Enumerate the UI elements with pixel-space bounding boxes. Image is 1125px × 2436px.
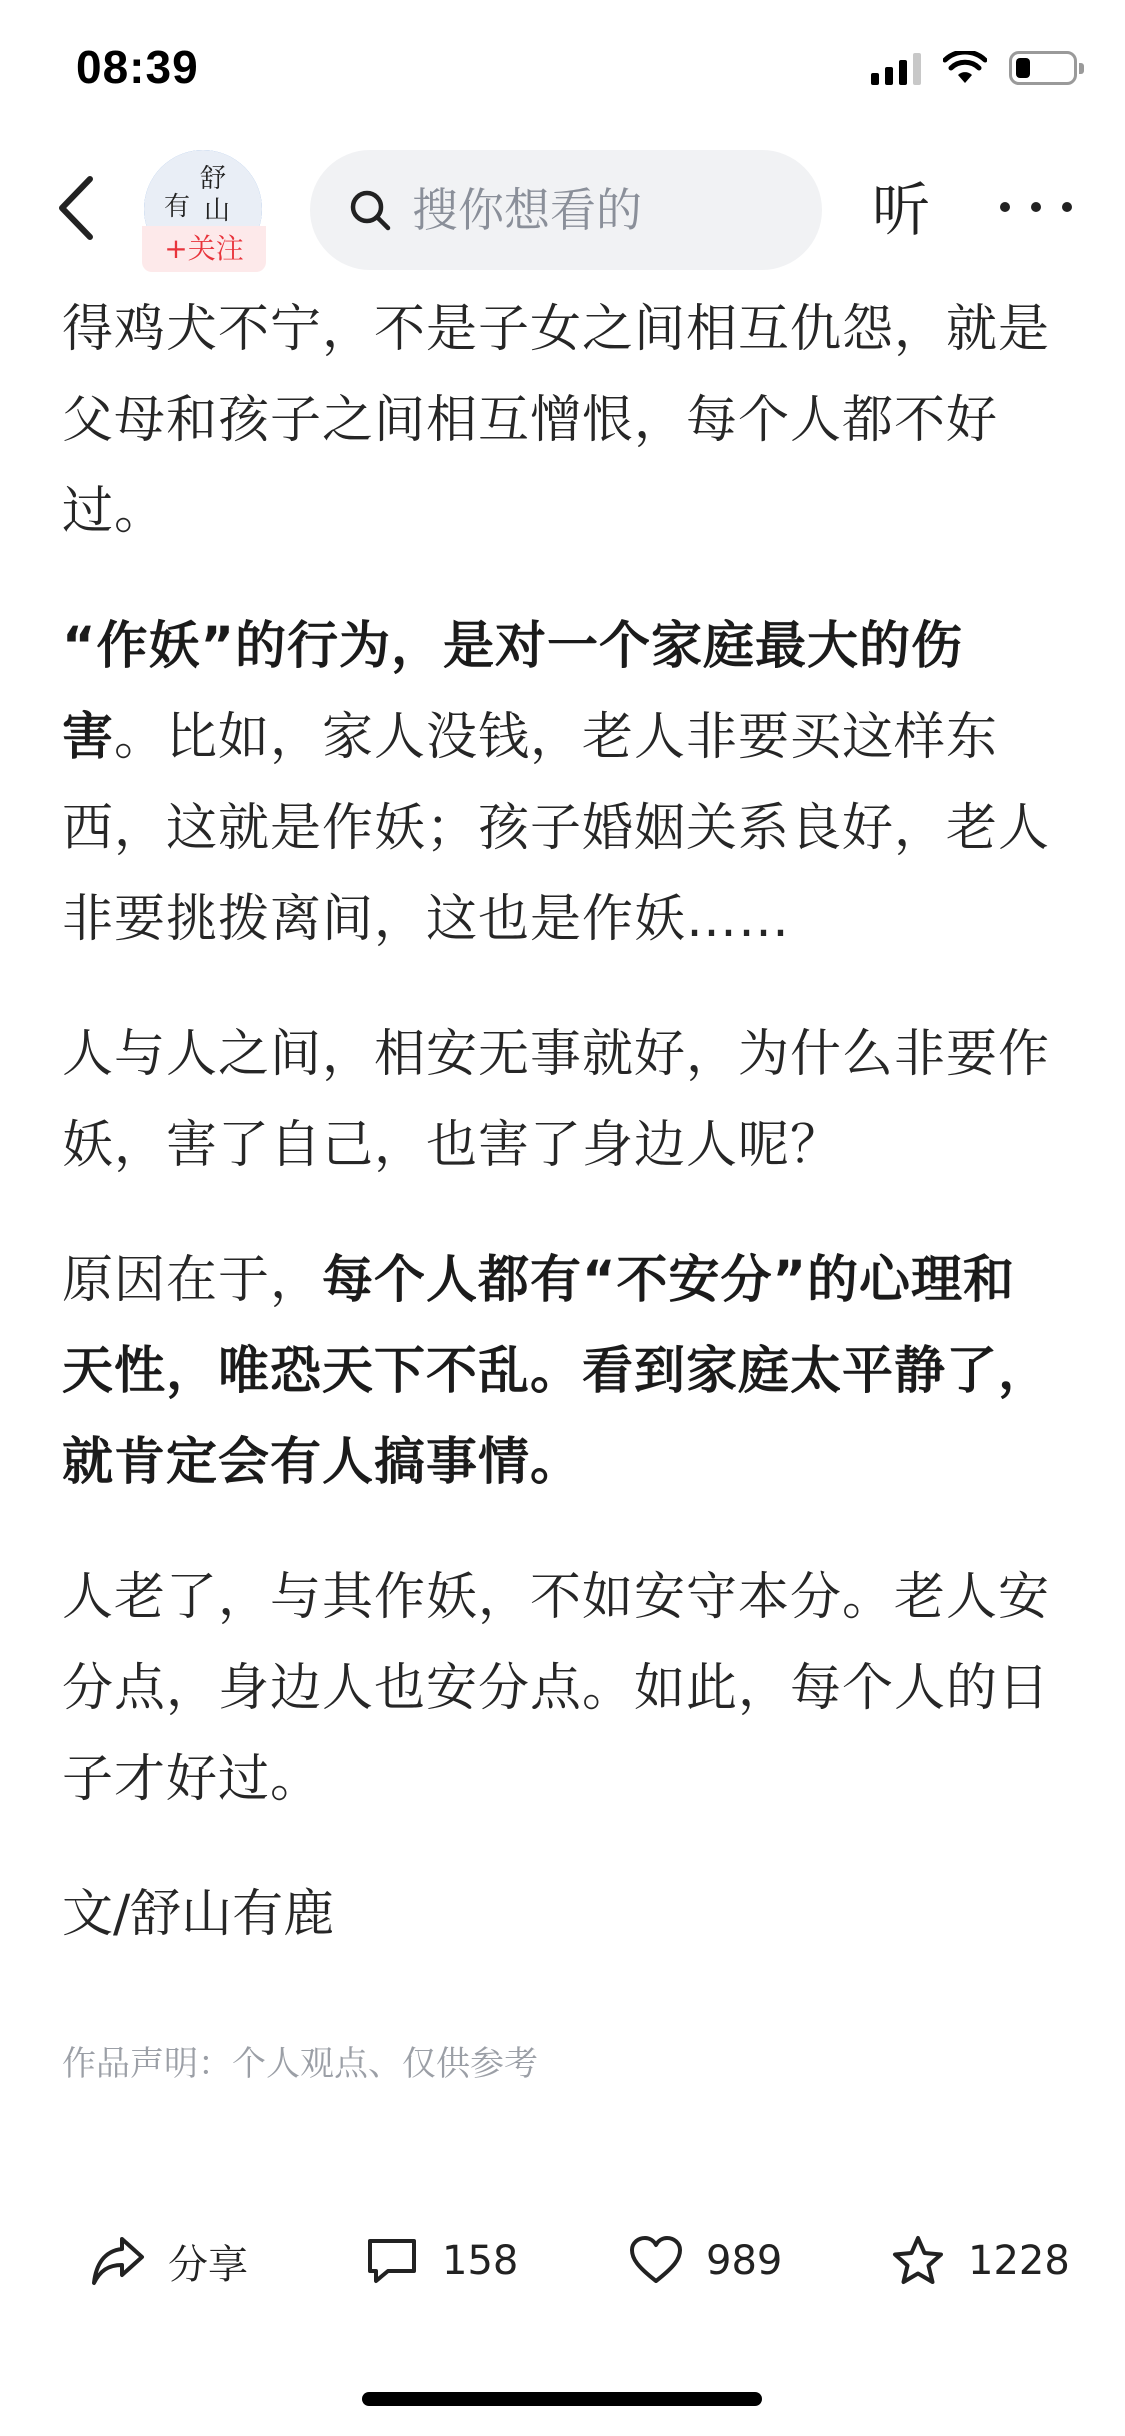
- status-time: 08:39: [76, 41, 199, 93]
- article-paragraph: [62, 601, 1066, 965]
- comment-button[interactable]: [364, 2206, 518, 2316]
- search-icon: [348, 188, 392, 232]
- battery-icon: [1009, 51, 1077, 85]
- article-paragraph: 人老了，与其作妖，不如安守本分。老人安分点，身边人也安分点。如此，每个人的日子才好过。: [62, 1568, 1051, 1809]
- nav-bar: [0, 140, 1125, 280]
- avatar-char: 舒: [200, 164, 227, 194]
- like-count: 989: [706, 2238, 783, 2284]
- status-icons: [871, 46, 1077, 90]
- avatar-logo: [144, 150, 262, 230]
- article-body: [62, 284, 1066, 2011]
- like-button[interactable]: [628, 2206, 782, 2316]
- wifi-icon: [943, 51, 987, 85]
- article-paragraph: [62, 1235, 1066, 1508]
- author-signature: 文/舒山有鹿: [62, 1885, 335, 1944]
- work-disclaimer: 作品声明：个人观点、仅供参考: [62, 2044, 538, 2084]
- article-paragraph: 得鸡犬不宁，不是子女之间相互仇怨，就是父母和孩子之间相互憎恨，每个人都不好过。: [62, 300, 1051, 541]
- article-paragraph: 人与人之间，相安无事就好，为什么非要作妖，害了自己，也害了身边人呢？: [62, 1025, 1051, 1175]
- share-label: 分享: [168, 2241, 248, 2288]
- bold-text: 每个人都有“不安分”的心理和天性，唯恐天下不乱。看到家庭太平静了，就肯定会有人搞事情。: [62, 1251, 1051, 1492]
- search-placeholder: 搜你想看的: [412, 183, 642, 237]
- author-avatar-group[interactable]: [142, 150, 266, 270]
- listen-button[interactable]: 听: [872, 176, 931, 244]
- search-input[interactable]: [310, 150, 822, 270]
- favorite-button[interactable]: [890, 2206, 1070, 2316]
- heart-icon: [628, 2235, 684, 2287]
- comment-count: 158: [442, 2238, 519, 2284]
- paragraph-text: 。比如，家人没钱，老人非要买这样东西，这就是作妖；孩子婚姻关系良好，老人非要挑拨离间，这也是作妖……: [62, 708, 1051, 949]
- share-button[interactable]: [90, 2206, 248, 2316]
- status-bar: [0, 0, 1125, 140]
- comment-icon: [364, 2235, 420, 2287]
- avatar-char: 有: [164, 192, 191, 222]
- chevron-left-icon: [54, 175, 98, 241]
- paragraph-text: 原因在于，: [62, 1251, 323, 1310]
- avatar-char: 山: [204, 196, 231, 226]
- battery-level: [1016, 58, 1030, 78]
- action-bar: [0, 2206, 1125, 2316]
- bold-text: “作妖”的行为，是对一个家庭最大的伤害: [62, 617, 964, 767]
- star-icon: [890, 2234, 946, 2288]
- cellular-signal-icon: [871, 51, 921, 85]
- follow-button[interactable]: +关注: [142, 226, 266, 272]
- more-dots-icon[interactable]: [1000, 192, 1072, 222]
- share-icon: [90, 2235, 146, 2287]
- favorite-count: 1228: [968, 2238, 1070, 2284]
- back-button[interactable]: [40, 168, 112, 248]
- home-indicator: [362, 2392, 762, 2406]
